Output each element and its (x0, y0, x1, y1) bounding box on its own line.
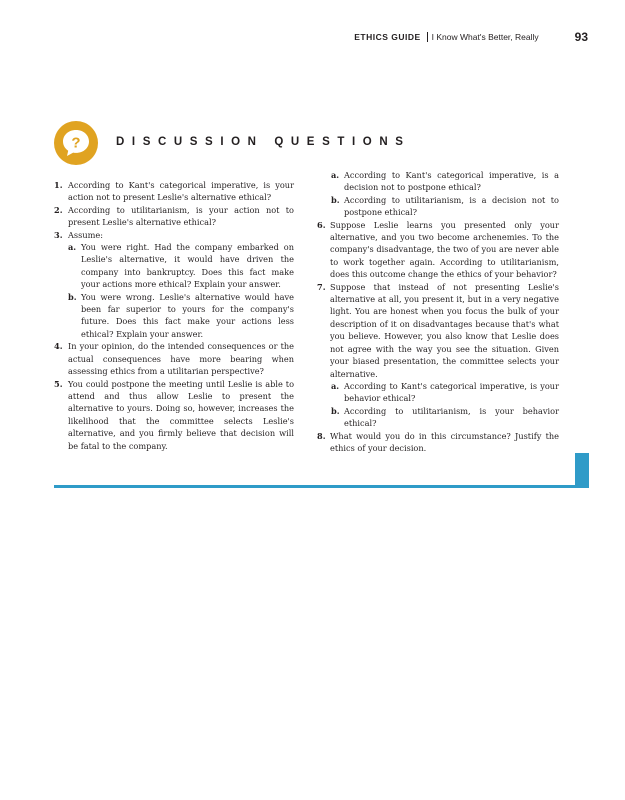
question-item (317, 430, 559, 455)
sub-question-text: According to utilitarianism, is a decision not to postpone ethical? (344, 194, 559, 218)
question-speech-bubble-icon (54, 121, 98, 165)
question-text: According to Kant's categorical imperative, is your action not to present Leslie's alternative ethical? (68, 180, 294, 203)
question-text: What would you do in this circumstance? Justify the ethics of your decision. (330, 430, 559, 453)
question-item (317, 219, 559, 281)
question-number: 7. (317, 281, 326, 292)
question-item (54, 179, 294, 204)
sub-question-item (68, 291, 294, 341)
page-number: 93 (574, 30, 588, 44)
sub-question-item (331, 169, 559, 194)
question-item (317, 281, 559, 380)
question-text: According to utilitarianism, is your action not to present Leslie's alternative ethical? (68, 204, 294, 228)
sub-question-item (331, 194, 559, 219)
sub-question-item (68, 241, 294, 291)
question-number: 1. (54, 180, 63, 190)
sub-question-letter: b. (331, 405, 340, 416)
sub-question-text: According to Kant's categorical imperative, is your behavior ethical? (344, 380, 559, 404)
questions-left-column (54, 179, 294, 452)
running-head (354, 30, 588, 44)
sub-question-letter: b. (68, 291, 77, 302)
question-text: In your opinion, do the intended consequences or the actual consequences have more bearing when assessing ethics from a utilitarian perspective? (68, 341, 294, 377)
guide-label: ETHICS GUIDE (354, 32, 421, 42)
guide-title: I Know What's Better, Really (431, 32, 539, 42)
question-number: 5. (54, 378, 63, 389)
accent-bar-vertical (575, 453, 589, 488)
sub-question-letter: a. (331, 380, 340, 391)
question-number: 3. (54, 229, 63, 240)
sub-question-text: According to utilitarianism, is your behavior ethical? (344, 405, 559, 429)
question-item (54, 340, 294, 377)
question-text: You could postpone the meeting until Leslie is able to attend and thus allow Leslie to present the alternative to yours. Doing so, however, increases the likelihood that the committee selects Leslie's alternative, and you firmly believe that decision will be fatal to the company. (68, 378, 294, 451)
sub-question-text: You were right. Had the company embarked on Leslie's alternative, it would have driven the company into bankruptcy. Does this fact make your actions more ethical? Explain your answer. (81, 242, 294, 290)
question-text: Suppose Leslie learns you presented only your alternative, and you two become archenemies. To the company's disadvantage, the two of you are never able to work together again. According to utilitarianism, does this outcome change the ethics of your behavior? (330, 219, 559, 280)
questions-right-column (317, 169, 559, 454)
sub-question-text: You were wrong. Leslie's alternative would have been far superior to yours for the company's future. Does this fact make your actions less ethical? Explain your answer. (81, 291, 294, 339)
sub-question-letter: a. (331, 170, 340, 180)
question-item (54, 204, 294, 229)
sub-question-letter: b. (331, 194, 340, 205)
sub-question-text: According to Kant's categorical imperative, is a decision not to postpone ethical? (344, 170, 559, 193)
question-text: Suppose that instead of not presenting Leslie's alternative at all, you present it, but in a very negative light. You are honest when you focus the bulk of your description of it on disadvantages because that's what you believe. However, you also know that Leslie does not agree with the way you see the situation. Given your biased presentation, the committee selects your alternative. (330, 281, 559, 379)
sub-question-letter: a. (68, 242, 77, 253)
question-text: Assume: (68, 229, 103, 240)
sub-question-item (331, 405, 559, 430)
question-mark-glyph: ? (71, 134, 81, 152)
question-number: 6. (317, 219, 326, 230)
question-number: 2. (54, 204, 63, 215)
accent-bar-horizontal (54, 485, 589, 488)
header-divider (427, 32, 428, 42)
question-item (54, 378, 294, 452)
sub-question-item (331, 380, 559, 405)
question-number: 4. (54, 341, 63, 352)
question-number: 8. (317, 430, 326, 441)
section-title: DISCUSSION QUESTIONS (116, 136, 411, 148)
question-item (54, 229, 294, 241)
